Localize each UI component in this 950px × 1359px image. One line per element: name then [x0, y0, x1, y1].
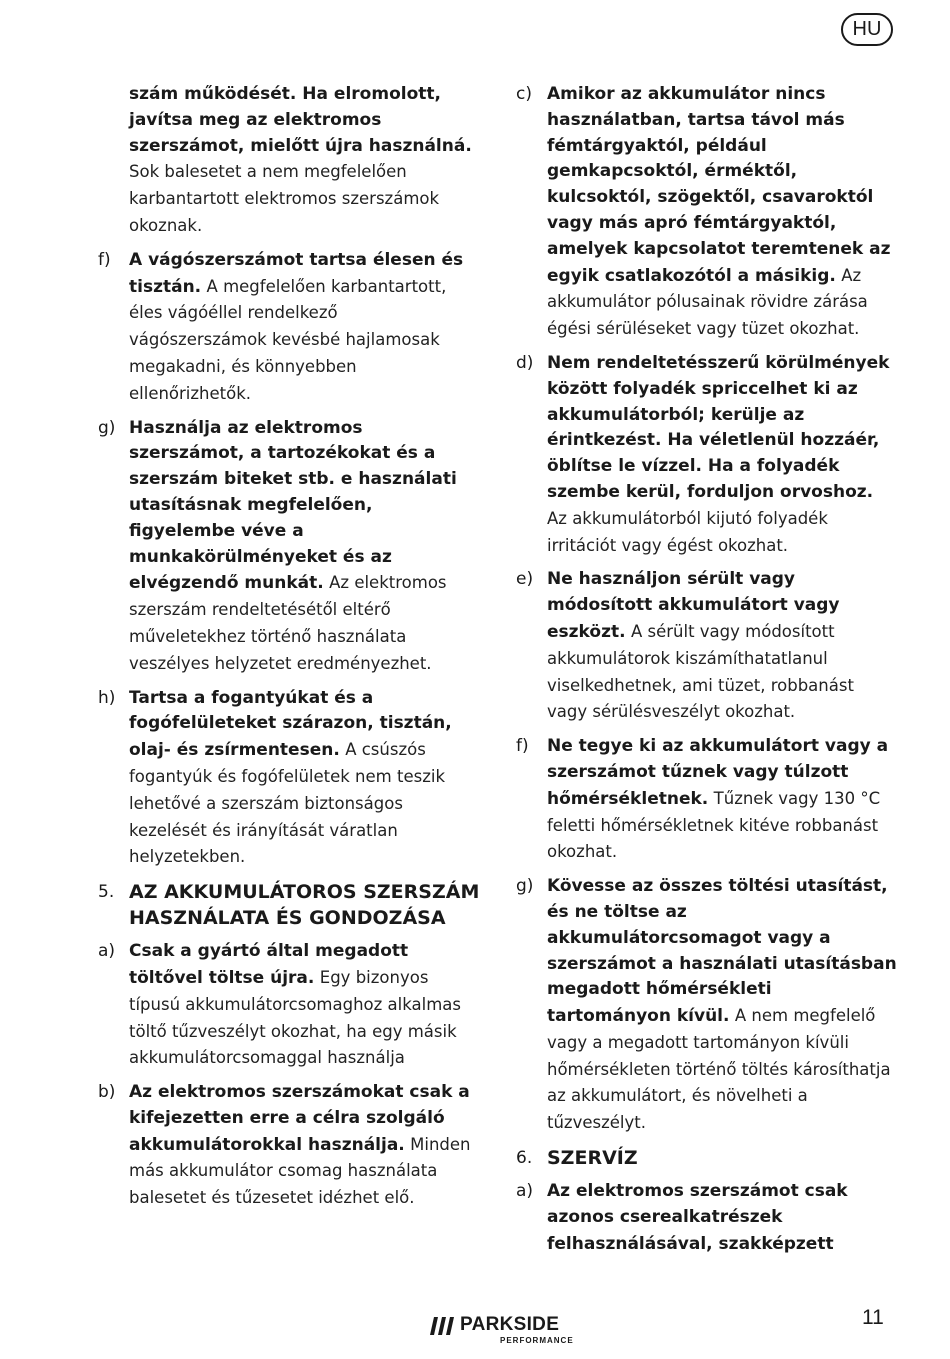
brand-logo: [430, 1314, 590, 1354]
item-text: A megfelelően karbantartott, éles vágóéllel rendelkező vágószerszámok kevésbé hajlamosak megakadni, és könnyebben ellenőrizhetők.: [129, 276, 447, 403]
list-marker: g): [516, 876, 534, 897]
list-marker: b): [98, 1082, 116, 1103]
list-marker: h): [98, 687, 116, 708]
right-column: [516, 82, 898, 1265]
brand-name: PARKSIDE: [460, 1314, 560, 1335]
list-marker: a): [98, 941, 116, 962]
item-bold: Ne tegye ki az akkumulátort vagy a szerszámot tűznek vagy túlzott hőmérsékletnek.: [547, 736, 889, 809]
item-bold: Használja az elektromos szerszámot, a tartozékokat és a szerszám biteket stb. e használati utasításnak megfelelően, figyelembe véve a munkakörülményeket és az elvégzendő munkát.: [129, 417, 457, 594]
item-bold: Nem rendeltetésszerű körülmények között folyadék spriccelhet ki az akkumulátorból; kerülje az érintkezést. Ha véletlenül hozzáér, öblítse le vízzel. Ha a folyadék szembe kerül, forduljon orvoshoz.: [547, 352, 890, 502]
item-bold: Amikor az akkumulátor nincs használatban, tartsa távol más fémtárgyaktól, például gemkapcsoktól, érméktől, kulcsoktól, szögektől, csavaroktól vagy más apró fémtárgyaktól, amelyek kapcsolatot teremtenek az egyik csatlakozótól a másikig.: [547, 84, 891, 286]
list-item-b: [98, 1080, 480, 1212]
left-column: [98, 82, 480, 1220]
item-text: A sérült vagy módosított akkumulátorok kiszámíthatatlanul viselkedhetnek, ami tüzet, robbanást vagy sérülésveszélyt okozhat.: [547, 621, 854, 722]
item-text: Az akkumulátor pólusainak rövidre zárása égési sérüléseket vagy tüzet okozhat.: [547, 265, 868, 339]
section-number: 6.: [516, 1148, 533, 1169]
item-bold: Csak a gyártó által megadott töltővel töltse újra.: [129, 941, 409, 988]
list-marker: c): [516, 84, 532, 104]
list-item-a: [516, 1179, 898, 1257]
section-title: SZERVÍZ: [547, 1147, 638, 1170]
section-heading-5: [98, 879, 480, 931]
section-title: AZ AKKUMULÁTOROS SZERSZÁM HASZNÁLATA ÉS GONDOZÁSA: [129, 881, 480, 930]
language-badge: HU: [841, 13, 893, 46]
item-text: Egy bizonyos típusú akkumulátorcsomaghoz alkalmas töltő tűzveszélyt okozhat, ha egy másik akkumulátorcsomaggal használja: [129, 967, 461, 1068]
item-bold: Az elektromos szerszámot csak azonos cserealkatrészek felhasználásával, szakképzett: [547, 1181, 848, 1254]
list-marker: d): [516, 352, 534, 373]
item-text: Az akkumulátorból kijutó folyadék irritációt vagy égést okozhat.: [547, 508, 828, 555]
list-item-g: [516, 874, 898, 1137]
list-item-d: [516, 351, 898, 559]
item-text: Tűznek vagy 130 °C feletti hőmérsékletnek kitéve robbanást okozhat.: [547, 788, 881, 862]
list-item-f: [516, 734, 898, 866]
continuation-paragraph: [98, 82, 480, 240]
list-item-e: [516, 567, 898, 726]
list-item-c: [516, 82, 898, 343]
list-marker: f): [98, 249, 111, 270]
list-marker: e): [516, 569, 534, 590]
page-number: 11: [862, 1306, 884, 1329]
continuation-text: Sok balesetet a nem megfelelően karbantartott elektromos szerszámok okoznak.: [129, 162, 440, 235]
list-item-a: [98, 939, 480, 1072]
list-marker: g): [98, 417, 116, 438]
item-text: A csúszós fogantyúk és fogófelületek nem teszik lehetővé a szerszám biztonságos kezelését és irányítását váratlan helyzetekben.: [129, 740, 446, 867]
item-bold: Ne használjon sérült vagy módosított akkumulátort vagy eszközt.: [547, 569, 840, 642]
item-text: Minden más akkumulátor csomag használata balesetet és tűzesetet idézhet elő.: [129, 1134, 471, 1208]
section-number: 5.: [98, 882, 115, 903]
item-bold: Kövesse az összes töltési utasítást, és ne töltse az akkumulátorcsomagot vagy a szerszámot a használati utasításban megadott hőmérsékleti tartományon kívül.: [547, 876, 897, 1027]
item-bold: Tartsa a fogantyúkat és a fogófelületeket szárazon, tisztán, olaj- és zsírmentesen.: [129, 687, 452, 761]
list-marker: a): [516, 1181, 534, 1202]
item-bold: Az elektromos szerszámokat csak a kifejezetten erre a célra szolgáló akkumulátorokkal használja.: [129, 1082, 470, 1155]
item-text: A nem megfelelő vagy a megadott tartományon kívüli hőmérsékleten történő töltés károsíthatja az akkumulátort, és növelheti a tűzveszélyt.: [547, 1006, 891, 1133]
item-text: Az elektromos szerszám rendeltetésétől eltérő műveletekhez történő használata veszélyes helyzetet eredményezhet.: [129, 573, 447, 673]
item-bold: A vágószerszámot tartsa élesen és tisztán.: [129, 249, 464, 297]
list-item-h: [98, 686, 480, 872]
brand-subtitle: PERFORMANCE: [500, 1336, 574, 1345]
logo-slashes-icon: [430, 1317, 456, 1335]
section-heading-6: [516, 1145, 898, 1171]
list-item-g: [98, 416, 480, 678]
list-item-f: [98, 248, 480, 408]
continuation-bold: szám működését. Ha elromolott, javítsa meg az elektromos szerszámot, mielőtt újra használná.: [129, 84, 472, 156]
list-marker: f): [516, 736, 529, 757]
